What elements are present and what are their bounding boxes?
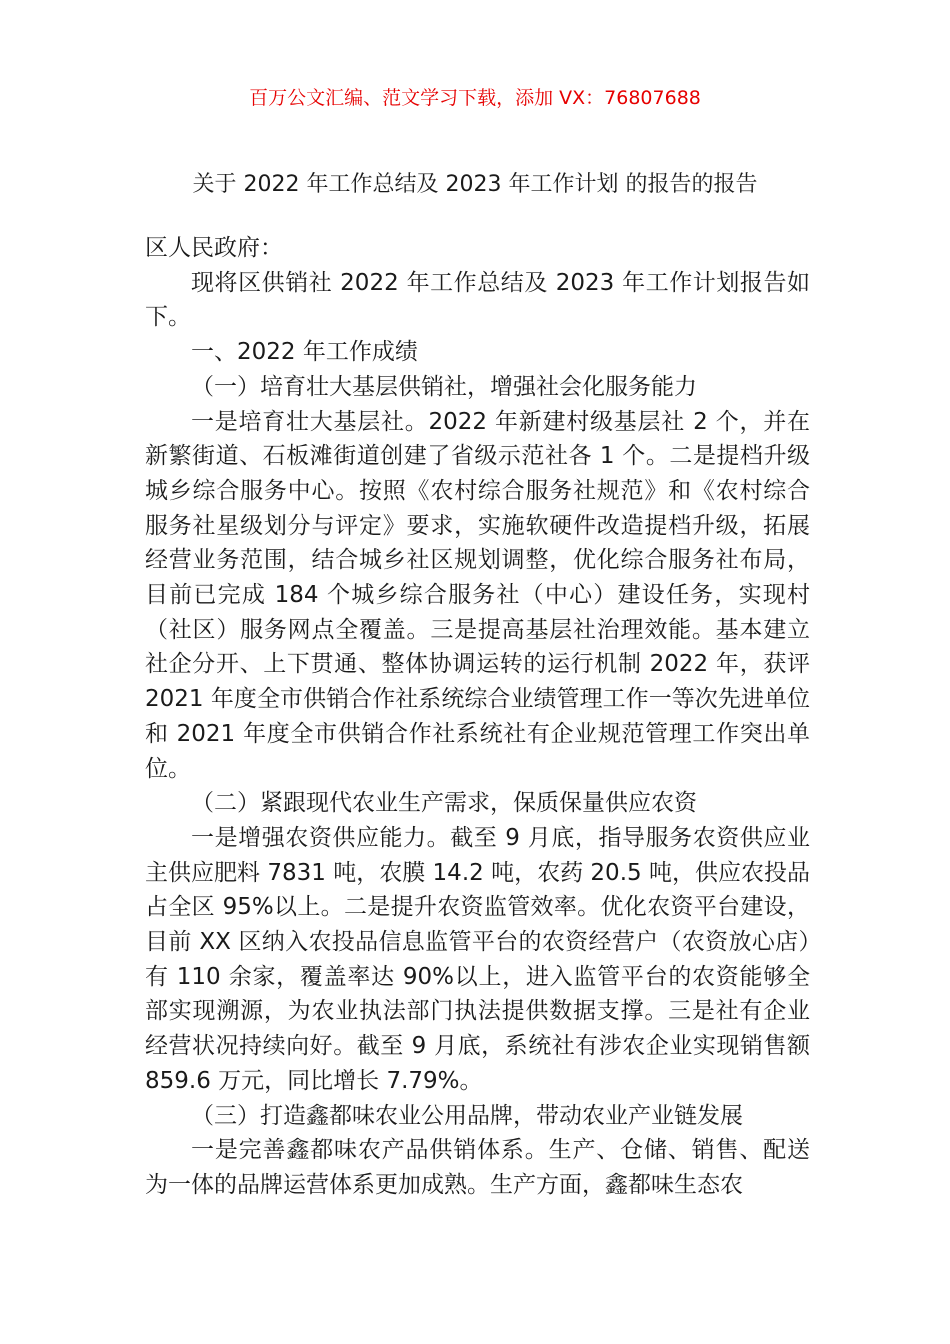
subsection-body-3: 一是完善鑫都味农产品供销体系。生产、仓储、销售、配送为一体的品牌运营体系更加成熟。生产方面，鑫都味生态农 xyxy=(145,1137,810,1198)
subsection-heading-1: （一）培育壮大基层供销社，增强社会化服务能力 xyxy=(191,373,697,400)
subsection-body-2: 一是增强农资供应能力。截至 9 月底，指导服务农资供应业主供应肥料 7831 吨，农膜 14.2 吨，农药 20.5 吨，供应农投品占全区 95%以上。二是提升农资监管效率。优化农资平台建设，目前 XX 区纳入农投品信息监管平台的农资经营户（农资放心店）有 110 余家，覆盖率达 90%以上，进入监管平台的农资能够全部实现溯源，为农业执法部门执法提供数据支撑。三是社有企业经营状况持续向好。截至 9 月底，系统社有涉农企业实现销售额 859.6 万元，同比增长 7.79%。 xyxy=(145,824,810,1094)
document-title: 关于 2022 年工作总结及 2023 年工作计划 的报告的报告 xyxy=(192,172,758,197)
section-heading-1: 一、2022 年工作成绩 xyxy=(191,339,418,366)
document-body xyxy=(145,231,810,1203)
intro-paragraph: 现将区供销社 2022 年工作总结及 2023 年工作计划报告如下。 xyxy=(145,269,810,331)
subsection-heading-3: （三）打造鑫都味农业公用品牌，带动农业产业链发展 xyxy=(191,1102,743,1129)
salutation: 区人民政府： xyxy=(145,235,283,261)
subsection-heading-2: （二）紧跟现代农业生产需求，保质保量供应农资 xyxy=(191,790,697,817)
header-note: 百万公文汇编、范文学习下载，添加 VX：76807688 xyxy=(249,87,701,109)
subsection-body-1: 一是培育壮大基层社。2022 年新建村级基层社 2 个，并在新繁街道、石板滩街道创建了省级示范社各 1 个。二是提档升级城乡综合服务中心。按照《农村综合服务社规范》和《农村综合服务社星级划分与评定》要求，实施软硬件改造提档升级，拓展经营业务范围，结合城乡社区规划调整，优化综合服务社布局，目前已完成 184 个城乡综合服务社（中心）建设任务，实现村（社区）服务网点全覆盖。三是提高基层社治理效能。基本建立社企分开、上下贯通、整体协调运转的运行机制 2022 年，获评 2021 年度全市供销合作社系统综合业绩管理工作一等次先进单位和 2021 年度全市供销合作社系统社有企业规范管理工作突出单位。 xyxy=(145,408,810,782)
